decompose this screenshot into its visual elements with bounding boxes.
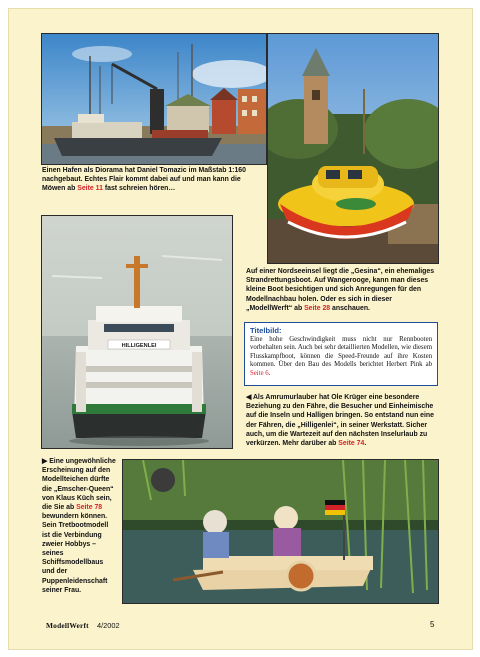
box-text: Eine hohe Geschwindigkeit muss nicht nur Rennbooten vorbehalten sein. Auch bei sehr detaillierten Modellen, wie diesem Flusskampfboot, können die Speed-Freunde auf ihre Kosten kommen. Über den Bau des Modells berichtet Herbert Pink ab	[250, 336, 432, 369]
ferry-photo	[41, 215, 233, 449]
rescue-boat-photo	[267, 33, 439, 264]
pedal-boat-photo	[122, 459, 439, 604]
cover-image-box	[244, 322, 438, 386]
caption-text: ◀ Als Amrumurlauber hat Ole Krüger eine besondere Beziehung zu den Fähre, die Besucher und Einheimische auf die Inseln und Halligen bringen. So entstand nun eine der Fähren, die „Hilligenlei“, in seiner Werkstatt. Sicher auch, um die Wartezeit auf den nächsten Inselurlaub zu verkürzen. Mehr darüber ab	[246, 394, 434, 448]
caption-text: bewundern können. Sein Tretbootmodell ist die Verbindung zweier Hobbys – seines Schiffsmodellbaus und der Puppenleidenschaft seiner Frau.	[42, 513, 109, 594]
harbour-diorama-photo	[41, 33, 267, 165]
page-number: 5	[430, 620, 435, 629]
box-body	[250, 336, 432, 378]
page-reference-link[interactable]: Seite 74	[338, 440, 365, 448]
caption-text: fast schreien hören…	[102, 185, 176, 193]
caption-rescue-boat	[246, 267, 438, 313]
box-title: Titelbild:	[250, 326, 282, 335]
ferry-name-label: HILLIGENLEI	[121, 343, 157, 349]
caption-text: ▶ Eine ungewöhnliche Erscheinung auf den Modellteichen dürfte die „Emscher-Queen“ von Klaus Küch sein, die Sie ab	[42, 458, 116, 512]
caption-text: Auf einer Nordseeinsel liegt die „Gesina“, ein ehemaliges Strandrettungsboot. Auf Wangerooge, kann man dieses kleine Boot besichtigen und sich Anregungen für den Modellnachbau holen. Oder es sich in dieser „ModellWerft“ ab	[246, 268, 435, 312]
magazine-name: ModellWerft	[46, 621, 89, 630]
caption-text: anschauen.	[330, 304, 370, 312]
caption-pedal-boat	[42, 457, 116, 595]
caption-harbour-diorama	[42, 166, 265, 194]
page-reference-link[interactable]: Seite 28	[304, 304, 331, 312]
caption-ferry	[246, 393, 438, 448]
caption-text: Einen Hafen als Diorama hat Daniel Tomazic im Maßstab 1:160 nachgebaut. Echtes Flair kommt dabei auf und man kann die Möwen ab	[42, 167, 246, 193]
caption-text: .	[364, 440, 367, 448]
box-text: .	[268, 369, 271, 377]
page-reference-link[interactable]: Seite 11	[77, 185, 103, 193]
page-reference-link[interactable]: Seite 78	[76, 504, 103, 512]
issue-number: 4/2002	[97, 621, 120, 630]
page-reference-link[interactable]: Seite 6	[250, 369, 269, 377]
